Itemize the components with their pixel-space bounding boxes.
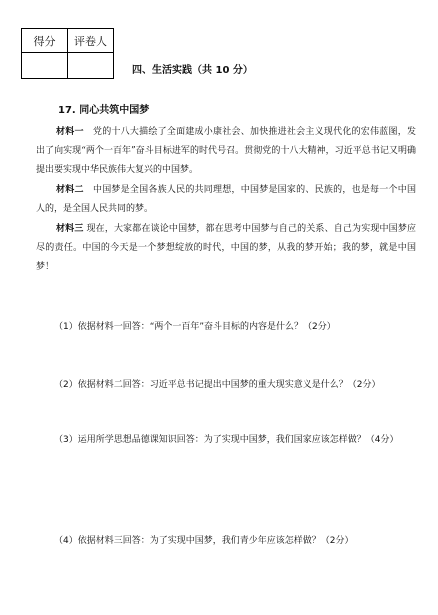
reviewer-header: 评卷人	[68, 29, 114, 53]
material-1	[36, 123, 416, 180]
material-2	[36, 181, 416, 219]
sub-question-4: （4）依据材料三回答：为了实现中国梦，我们青少年应该怎样做？（2分）	[54, 536, 354, 546]
score-cell[interactable]	[22, 53, 68, 79]
material-1-text: 党的十八大描绘了全面建成小康社会、加快推进社会主义现代化的宏伟蓝图，发出了向实现“两个一百年”奋斗目标进军的时代号召。贯彻党的十八大精神，习近平总书记又明确提出要实现中华民族伟大复兴的中国梦。	[36, 127, 416, 175]
material-1-lead: 材料一	[56, 127, 84, 137]
reviewer-cell[interactable]	[68, 53, 114, 79]
material-2-lead: 材料二	[56, 185, 84, 195]
score-table-blank-row	[22, 53, 114, 79]
score-table-header-row	[22, 29, 114, 53]
section-title: 四、生活实践（共 10 分）	[132, 65, 253, 76]
material-3	[36, 220, 416, 277]
sub-question-3: （3）运用所学思想品德课知识回答：为了实现中国梦，我们国家应该怎样做？（4分）	[54, 435, 399, 445]
material-3-lead: 材料三	[56, 224, 84, 234]
score-table	[21, 28, 114, 79]
material-3-text: 现在，大家都在谈论中国梦，都在思考中国梦与自己的关系、自己为实现中国梦应尽的责任。中国的今天是一个梦想绽放的时代，中国的梦，从我的梦开始；我的梦，就是中国梦！	[36, 224, 416, 272]
question-title: 17. 同心共筑中国梦	[58, 105, 150, 116]
score-header: 得分	[22, 29, 68, 53]
material-2-text: 中国梦是全国各族人民的共同理想，中国梦是国家的、民族的，也是每一个中国人的，是全国人民共同的梦。	[36, 185, 416, 214]
sub-question-2: （2）依据材料二回答：习近平总书记提出中国梦的重大现实意义是什么？（2分）	[54, 380, 381, 390]
sub-question-1: （1）依据材料一回答：“两个一百年”奋斗目标的内容是什么？（2分）	[54, 322, 336, 332]
